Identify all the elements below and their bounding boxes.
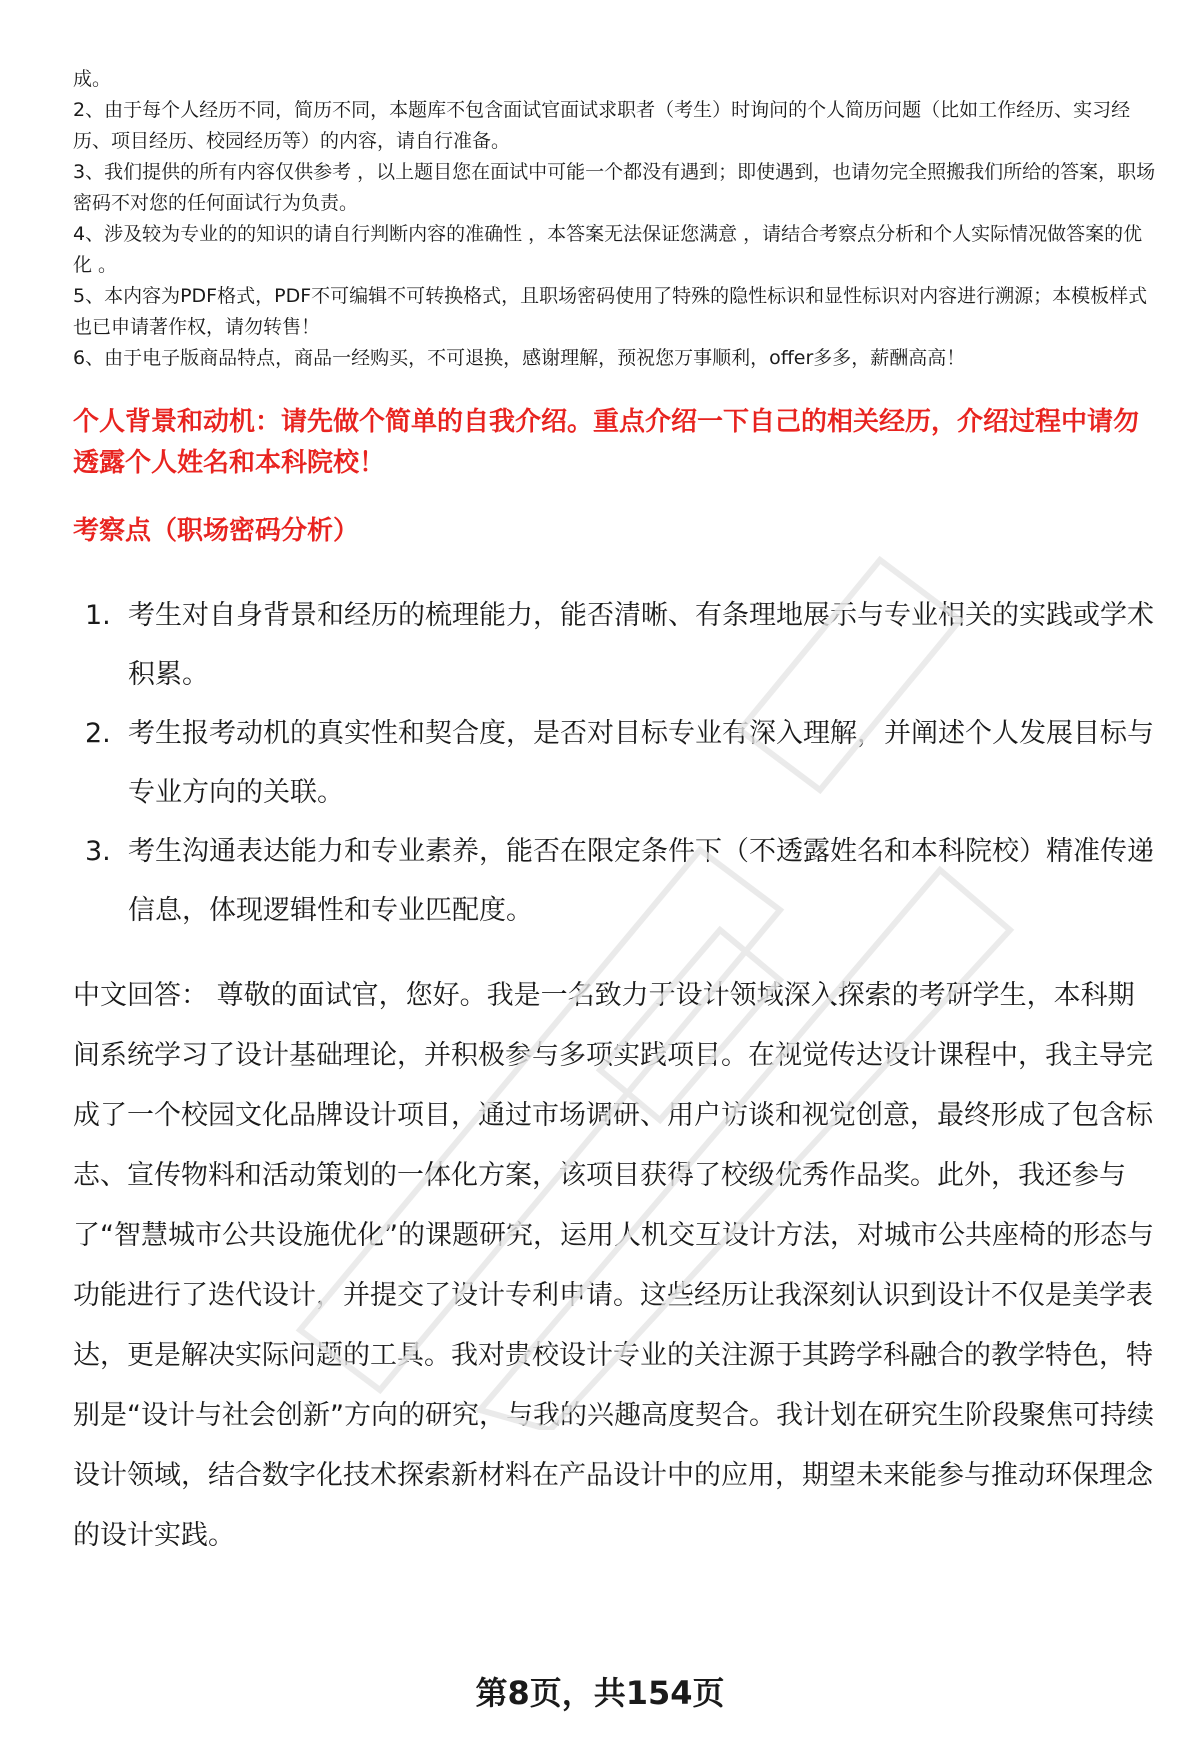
- list-item: [73, 586, 1158, 704]
- list-item: [73, 822, 1158, 940]
- list-item: [73, 704, 1158, 822]
- list-text: 考生对自身背景和经历的梳理能力，能否清晰、有条理地展示与专业相关的实践或学术积累。: [128, 600, 1154, 690]
- note-item: 6、由于电子版商品特点，商品一经购买，不可退换，感谢理解，预祝您万事顺利，offer多多，薪酬高高！: [73, 347, 966, 369]
- disclaimer-notes: [73, 64, 1158, 374]
- list-text: 考生沟通表达能力和专业素养，能否在限定条件下（不透露姓名和本科院校）精准传递信息，体现逻辑性和专业匹配度。: [128, 836, 1154, 926]
- interview-question: 个人背景和动机：请先做个简单的自我介绍。重点介绍一下自己的相关经历，介绍过程中请勿透露个人姓名和本科院校！: [73, 407, 1140, 478]
- list-number: 1.: [85, 600, 111, 631]
- list-number: 3.: [85, 836, 111, 867]
- note-item: 成。: [73, 68, 112, 90]
- analysis-title: 考察点（职场密码分析）: [73, 516, 360, 546]
- note-item: 5、本内容为PDF格式，PDF不可编辑不可转换格式，且职场密码使用了特殊的隐性标识和显性标识对内容进行溯源；本模板样式也已申请著作权，请勿转售！: [73, 285, 1148, 338]
- note-item: 3、我们提供的所有内容仅供参考 ，以上题目您在面试中可能一个都没有遇到；即使遇到，也请勿完全照搬我们所给的答案，职场密码不对您的任何面试行为负责。: [73, 161, 1156, 214]
- analysis-points: [73, 586, 1158, 940]
- list-text: 考生报考动机的真实性和契合度，是否对目标专业有深入理解，并阐述个人发展目标与专业方向的关联。: [128, 718, 1154, 808]
- note-item: 2、由于每个人经历不同，简历不同，本题库不包含面试官面试求职者（考生）时询问的个人简历问题（比如工作经历、实习经历、项目经历、校园经历等）的内容，请自行准备。: [73, 99, 1131, 152]
- note-item: 4、涉及较为专业的的知识的请自行判断内容的准确性 ，本答案无法保证您满意 ，请结合考察点分析和个人实际情况做答案的优化 。: [73, 223, 1143, 276]
- chinese-answer: 中文回答： 尊敬的面试官，您好。我是一名致力于设计领域深入探索的考研学生，本科期间系统学习了设计基础理论，并积极参与多项实践项目。在视觉传达设计课程中，我主导完成了一个校园文化品牌设计项目，通过市场调研、用户访谈和视觉创意，最终形成了包含标志、宣传物料和活动策划的一体化方案，该项目获得了校级优秀作品奖。此外，我还参与了“智慧城市公共设施优化”的课题研究，运用人机交互设计方法，对城市公共座椅的形态与功能进行了迭代设计，并提交了设计专利申请。这些经历让我深刻认识到设计不仅是美学表达，更是解决实际问题的工具。我对贵校设计专业的关注源于其跨学科融合的教学特色，特别是“设计与社会创新”方向的研究，与我的兴趣高度契合。我计划在研究生阶段聚焦可持续设计领域，结合数字化技术探索新材料在产品设计中的应用，期望未来能参与推动环保理念的设计实践。: [73, 980, 1154, 1551]
- list-number: 2.: [85, 718, 111, 749]
- page-number: 第8页，共154页: [475, 1674, 725, 1712]
